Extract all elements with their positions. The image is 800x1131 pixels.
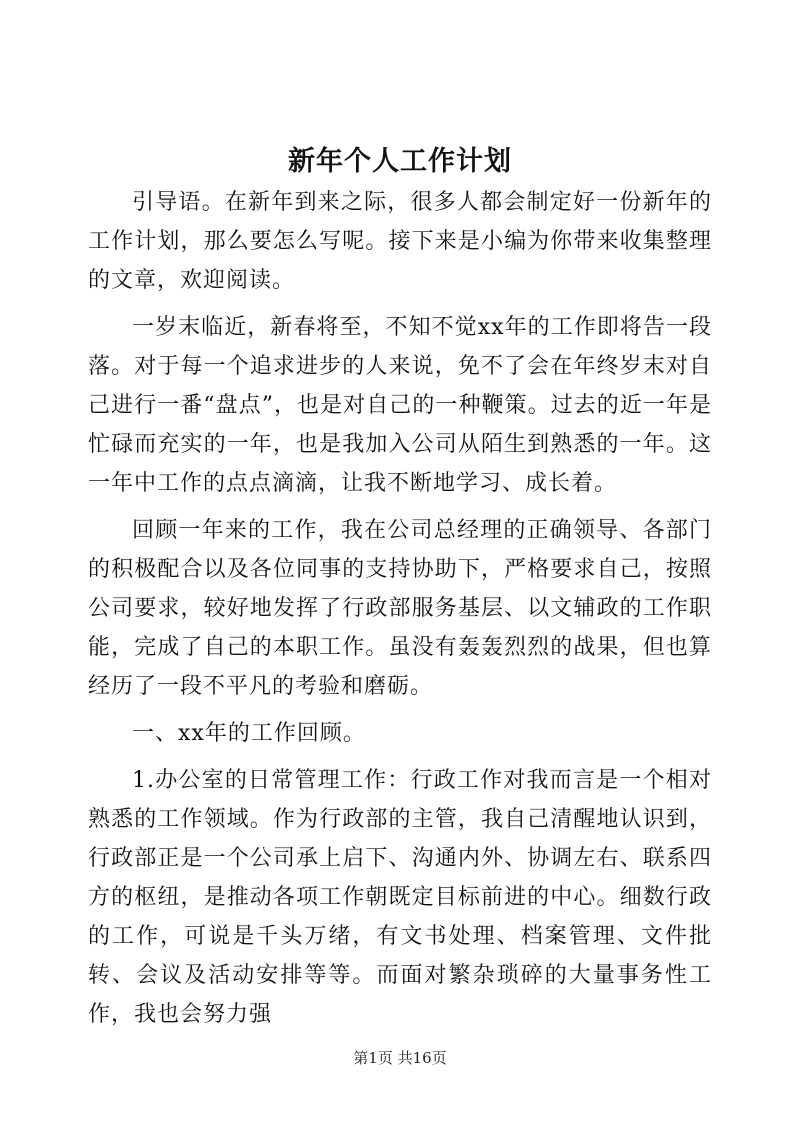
page-number-footer: 第1页 共16页 — [353, 1049, 447, 1067]
paragraph-office-management: 1.办公室的日常管理工作：行政工作对我而言是一个相对熟悉的工作领域。作为行政部的主管，我自己清醒地认识到，行政部正是一个公司承上启下、沟通内外、协调左右、联系四方的枢纽，是推动各项工作朝既定目标前进的中心。细数行政的工作，可说是千头万绪，有文书处理、档案管理、文件批转、会议及活动安排等等。而面对繁杂琐碎的大量事务性工作，我也会努力强 — [88, 768, 712, 1027]
section-heading-work-review: 一、xx年的工作回顾。 — [132, 721, 366, 746]
paragraph-review: 回顾一年来的工作，我在公司总经理的正确领导、各部门的积极配合以及各位同事的支持协助下，严格要求自己，按照公司要求，较好地发挥了行政部服务基层、以文辅政的工作职能，完成了自己的本职工作。虽没有轰轰烈烈的战果，但也算经历了一段不平凡的考验和磨砺。 — [88, 518, 712, 699]
paragraph-intro: 引导语。在新年到来之际，很多人都会制定好一份新年的工作计划，那么要怎么写呢。接下来是小编为你带来收集整理的文章，欢迎阅读。 — [88, 190, 712, 293]
document-body — [88, 183, 712, 1042]
paragraph-year-end: 一岁末临近，新春将至，不知不觉xx年的工作即将告一段落。对于每一个追求进步的人来说，免不了会在年终岁末对自己进行一番“盘点”，也是对自己的一种鞭策。过去的近一年是忙碌而充实的一年，也是我加入公司从陌生到熟悉的一年。这一年中工作的点点滴滴，让我不断地学习、成长着。 — [88, 315, 712, 496]
document-title: 新年个人工作计划 — [288, 146, 512, 177]
